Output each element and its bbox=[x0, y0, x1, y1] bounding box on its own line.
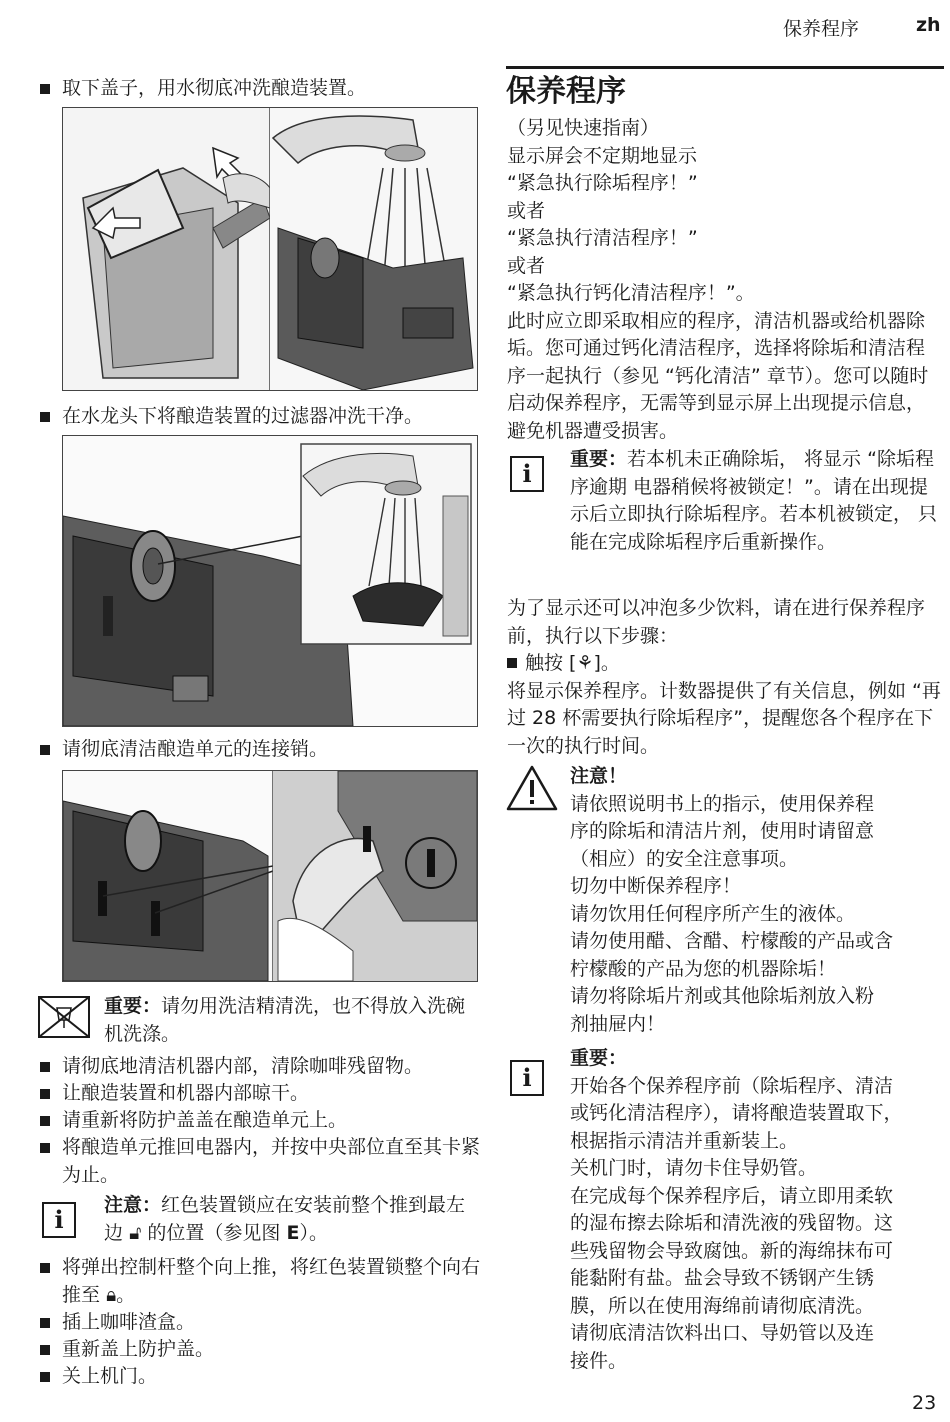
dishwasher-note: 重要：请勿用洗洁精清洗，也不得放入洗碗机洗涤。 bbox=[104, 995, 466, 1045]
bullet-insert-tray: 插上咖啡渣盒。 bbox=[40, 1309, 480, 1337]
bullet-square-icon bbox=[40, 1318, 50, 1328]
bullet-square-icon bbox=[40, 84, 50, 94]
warning-triangle-icon bbox=[506, 764, 558, 812]
bullet-dry: 让酿造装置和机器内部晾干。 bbox=[40, 1080, 480, 1108]
bullet-close-door: 关上机门。 bbox=[40, 1363, 480, 1391]
para-maintenance: 此时应立即采取相应的程序，清洁机器或给机器除垢。您可通过钙化清洁程序，选择将除垢和清洁程序一起执行（参见 “钙化清洁” 章节）。您可以随时启动保养程序，无需等到显示屏上出现提示信息，避免机器遭受损害。 bbox=[507, 309, 929, 442]
bullet-clean-pins: 请彻底清洁酿造单元的连接销。 bbox=[40, 736, 480, 764]
intro-block: （另见快速指南） 显示屏会不定期地显示 “紧急执行除垢程序！” 或者 “紧急执行清洁程序！” 或者 “紧急执行钙化清洁程序！”。 此时应立即采取相应的程序，清洁机器或给机器除垢。您可通过钙化清洁程序，选择将除垢和清洁程序一起执行（参见 “钙化清洁” 章节）。您可以随时启动保养程序，无需等到显示屏上出现提示信息，避免机器遭受损害。 bbox=[507, 115, 943, 445]
no-dishwasher-icon bbox=[38, 996, 90, 1038]
info-note-important: 重要： 开始各个保养程序前（除垢程序、清洁 或钙化清洁程序），请将酿造装置取下， 根据指示清洁并重新装上。 关机门时，请勿卡住导奶管。 在完成每个保养程序后，请立即用柔软 的湿布擦去除垢和清洗液的残留物。这 些残留物会导致腐蚀。新的海绵抹布可 能黏附有盐。盐会导致不锈钢产生锈 膜，所以在使用海绵前请彻底清洗。 请彻底清洁饮料出口、导奶管以及连 接件。 bbox=[570, 1047, 903, 1372]
info-icon: i bbox=[510, 1060, 544, 1096]
bullet-rinse-filter: 在水龙头下将酿造装置的过滤器冲洗干净。 bbox=[40, 403, 480, 431]
info-note-descale: 重要：若本机未正确除垢， 将显示 “除垢程序逾期 电器稍候将被锁定！”。请在出现提示后立即执行除垢程序。若本机被锁定， 只能在完成除垢程序后重新操作。 bbox=[570, 448, 938, 553]
running-header-title: 保养程序 bbox=[783, 18, 860, 40]
unlocked-padlock-icon: 🔓︎ bbox=[129, 1221, 142, 1244]
lock-note: 注意：红色装置锁应在安装前整个推到最左边 🔓︎ 的位置（参见图 E）。 bbox=[104, 1194, 466, 1244]
page-number: 23 bbox=[912, 1392, 937, 1414]
bullet-push-back: 将酿造单元推回电器内，并按中央部位直至其卡紧为止。 bbox=[40, 1134, 480, 1189]
bullet-square-icon bbox=[40, 412, 50, 422]
bullet-square-icon bbox=[40, 1263, 50, 1273]
bullet-replace-cover: 请重新将防护盖盖在酿造单元上。 bbox=[40, 1107, 480, 1135]
info-icon: i bbox=[510, 456, 544, 492]
caution-note: 注意！ 请依照说明书上的指示，使用保养程 序的除垢和清洁片剂，使用时请留意 （相应）的安全注意事项。 切勿中断保养程序！ 请勿饮用任何程序所产生的液体。 请勿使用醋、含醋、柠檬酸的产品或含 柠檬酸的产品为您的机器除垢！ 请勿将除垢片剂或其他除垢剂放入粉 剂抽屉内！ bbox=[570, 765, 894, 1035]
figure-clean-pins bbox=[62, 770, 478, 982]
bullet-square-icon bbox=[40, 1089, 50, 1099]
bullet-remove-cover: 取下盖子，用水彻底冲洗酿造装置。 bbox=[40, 75, 480, 103]
figure-rinse-filter bbox=[62, 435, 478, 727]
bullet-clean-interior: 请彻底地清洁机器内部，清除咖啡残留物。 bbox=[40, 1053, 480, 1081]
header-rule bbox=[506, 66, 944, 69]
bullet-square-icon bbox=[40, 1143, 50, 1153]
touch-step: 触按 [⚘]。 bbox=[507, 650, 943, 678]
bullet-replace-cover-2: 重新盖上防护盖。 bbox=[40, 1336, 480, 1364]
info-icon: i bbox=[42, 1202, 76, 1238]
bullet-push-lever: 将弹出控制杆整个向上推，将红色装置锁整个向右推至 🔒︎。 bbox=[40, 1254, 480, 1309]
figure-remove-cover-rinse bbox=[62, 107, 478, 391]
maintenance-symbol-icon: ⚘ bbox=[576, 652, 594, 674]
bullet-square-icon bbox=[40, 1062, 50, 1072]
bullet-square-icon bbox=[507, 658, 517, 668]
language-code: zh bbox=[916, 14, 941, 36]
section-heading: 保养程序 bbox=[506, 74, 626, 109]
bullet-square-icon bbox=[40, 1345, 50, 1355]
padlock-icon: 🔒︎。 bbox=[106, 1283, 136, 1306]
bullet-square-icon bbox=[40, 1116, 50, 1126]
steps-block: 为了显示还可以冲泡多少饮料，请在进行保养程序前，执行以下步骤： 触按 [⚘]。 将显示保养程序。计数器提供了有关信息，例如 “再过 28 杯需要执行除垢程序”，提醒您各个程序在下一次的执行时间。 bbox=[507, 595, 943, 760]
bullet-square-icon bbox=[40, 1372, 50, 1382]
bullet-square-icon bbox=[40, 745, 50, 755]
